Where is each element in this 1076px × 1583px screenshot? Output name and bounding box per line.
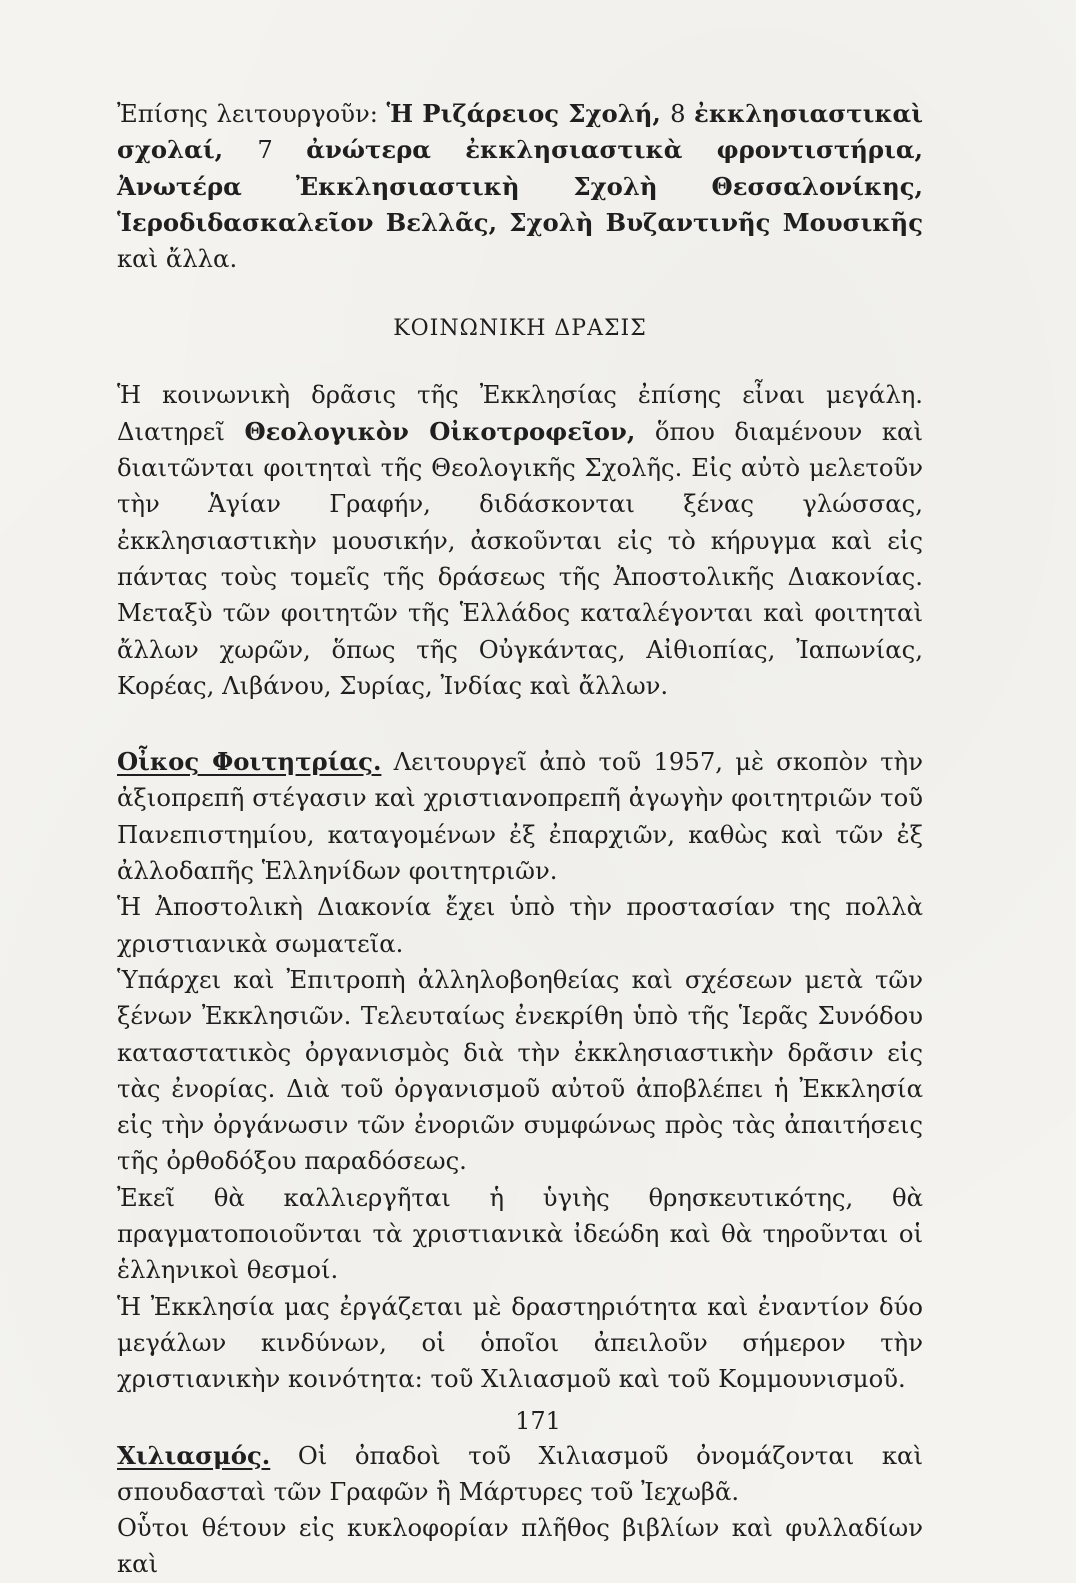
underlined-heading: Χιλιασμός. [117, 1440, 271, 1470]
bold-text-run: ἀνώτερα ἐκκλησιαστικὰ φροντιστήρια, Ἀνωτέρα Ἐκκλησιαστικὴ Σχολὴ Θεσσαλονίκης, Ἱεροδιδασκαλεῖον Βελλᾶς, Σχολὴ Βυζαντινῆς Μουσικῆς [117, 135, 923, 237]
paragraph-associations: Ἡ Ἀποστολικὴ Διακονία ἔχει ὑπὸ τὴν προστασίαν της πολλὰ χριστιανικὰ σωματεῖα. [117, 892, 923, 958]
paragraph-committee: Ὑπάρχει καὶ Ἐπιτροπὴ ἀλληλοβοηθείας καὶ σχέσεων μετὰ τῶν ξένων Ἐκκλησιῶν. Τελευταίως ἐνεκρίθη ὑπὸ τῆς Ἱερᾶς Συνόδου καταστατικὸς ὀργανισμὸς διὰ τὴν ἐκκλησιαστικὴν δρᾶσιν εἰς τὰς ἐνορίας. Διὰ τοῦ ὀργανισμοῦ αὐτοῦ ἀποβλέπει ἡ Ἐκκλησία εἰς τὴν ὀργάνωσιν τῶν ἐνοριῶν συμφώνως πρὸς τὰς ἀπαιτήσεις τῆς ὀρθοδόξου παραδόσεως. [117, 964, 923, 1176]
bold-text-run: Ἡ Ριζάρειος Σχολή, [386, 99, 671, 128]
text-run: Λειτουργεῖ ἀπὸ τοῦ 1957, μὲ σκοπὸν τὴν ἀξιοπρεπῆ στέγασιν καὶ χριστιανοπρεπῆ ἀγωγὴν φοιτητριῶν τοῦ Πανεπιστημίου, καταγομένων ἐξ ἐπαρχιῶν, καθὼς καὶ τῶν ἐξ ἀλλοδαπῆς Ἑλληνίδων φοιτητριῶν. [117, 747, 923, 886]
paragraph-chiliasm [117, 1438, 923, 1511]
underlined-heading: Οἶκος Φοιτητρίας. [117, 747, 382, 777]
paragraph-cultivation: Ἐκεῖ θὰ καλλιεργῆται ἡ ὑγιὴς θρησκευτικότης, θὰ πραγματοποιοῦνται τὰ χριστιανικὰ ἰδεώδη καὶ θὰ τηροῦνται οἱ ἑλληνικοὶ θεσμοί. [117, 1182, 923, 1285]
text-run: ὅπου διαμένουν καὶ διαιτῶνται φοιτηταὶ τῆς Θεολογικῆς Σχολῆς. Εἰς αὐτὸ μελετοῦν τὴν Ἁγίαν Γραφήν, διδάσκονται ξένας γλώσσας, ἐκκλησιαστικὴν μουσικήν, ἀσκοῦνται εἰς τὸ κήρυγμα καὶ εἰς πάντας τοὺς τομεῖς τῆς δράσεως τῆς Ἀποστολικῆς Διακονίας. Μεταξὺ τῶν φοιτητῶν τῆς Ἑλλάδος καταλέγονται καὶ φοιτηταὶ ἄλλων χωρῶν, ὅπως τῆς Οὐγκάντας, Αἰθιοπίας, Ἰαπωνίας, Κορέας, Λιβάνου, Συρίας, Ἰνδίας καὶ ἄλλων. [117, 416, 923, 700]
text-run: Ἐπίσης λειτουργοῦν: [117, 99, 387, 128]
text-run: 8 [670, 99, 695, 128]
bold-text-run: ἐκκλησιαστικαὶ σχολαί, [117, 99, 923, 165]
page-number: 171 [515, 1407, 561, 1435]
paragraph-publications: Οὗτοι θέτουν εἰς κυκλοφορίαν πλῆθος βιβλίων καὶ φυλλαδίων καὶ [117, 1513, 923, 1579]
text-run: καὶ ἄλλα. [117, 244, 238, 274]
paragraph-institutions [117, 96, 923, 277]
paragraph-dangers: Ἡ Ἐκκλησία μας ἐργάζεται μὲ δραστηριότητα καὶ ἐναντίον δύο μεγάλων κινδύνων, οἱ ὁποῖοι ἀπειλοῦν σήμερον τὴν χριστιανικὴν κοινότητα: τοῦ Χιλιασμοῦ καὶ τοῦ Κομμουνισμοῦ. [117, 1291, 923, 1394]
text-run: Οἱ ὀπαδοὶ τοῦ Χιλιασμοῦ ὀνομάζονται καὶ σπουδασταὶ τῶν Γραφῶν ἢ Μάρτυρες τοῦ Ἰεχωβᾶ. [117, 1440, 923, 1506]
body-text [117, 96, 923, 1583]
paragraph-social-action [117, 377, 923, 704]
text-run: 7 [257, 135, 307, 165]
paragraph-student-house [117, 744, 923, 889]
bold-text-run: Θεολογικὸν Οἰκοτροφεῖον, [244, 416, 636, 446]
text-run: Ἡ κοινωνικὴ δρᾶσις τῆς Ἐκκλησίας ἐπίσης εἶναι μεγάλη. Διατηρεῖ [117, 380, 923, 446]
section-heading: ΚΟΙΝΩΝΙΚΗ ΔΡΑΣΙΣ [393, 316, 647, 342]
